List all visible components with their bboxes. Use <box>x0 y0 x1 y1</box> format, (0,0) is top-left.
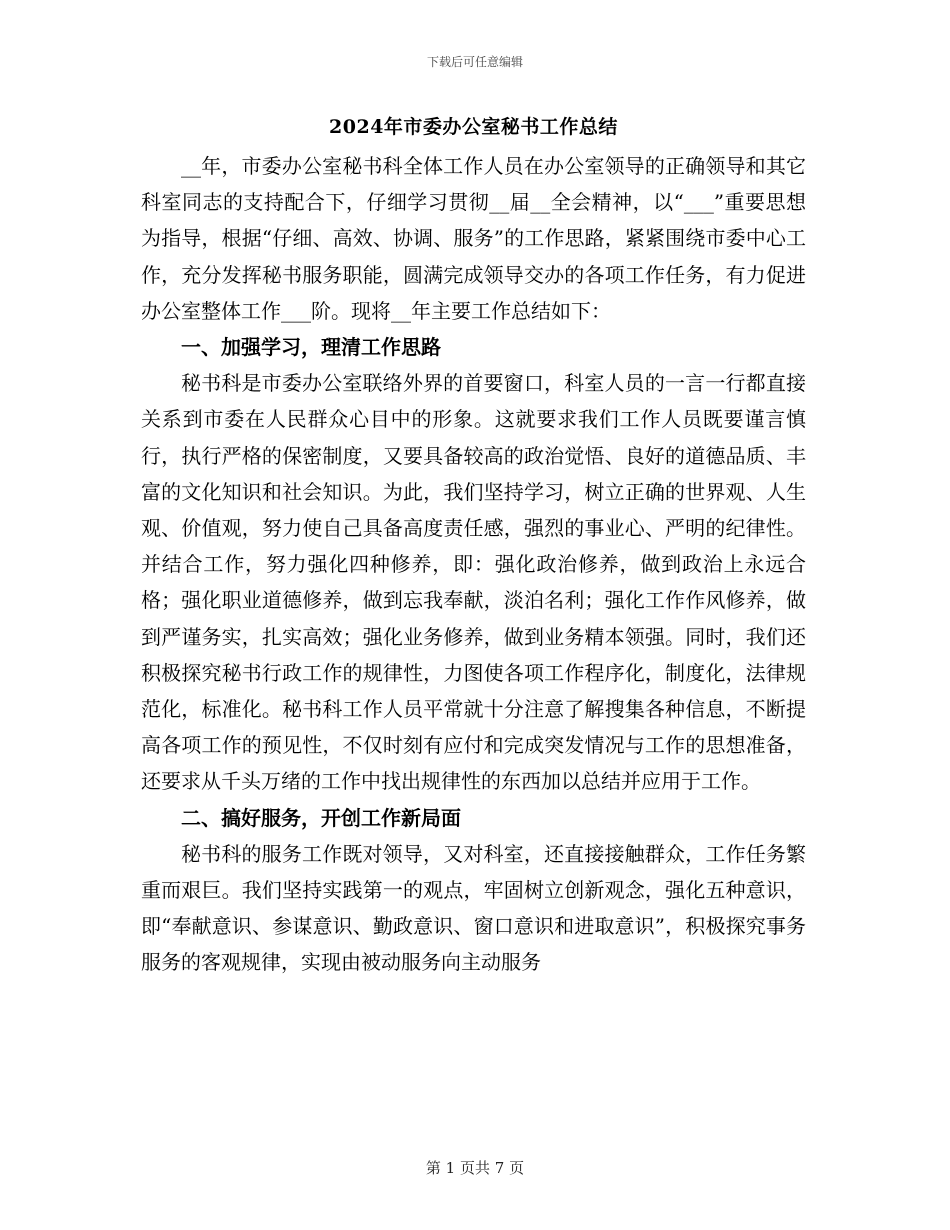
section-heading-1: 一、加强学习，理清工作思路 <box>181 335 441 360</box>
document-title: 2024年市委办公室秘书工作总结 <box>329 116 618 138</box>
intro-paragraph: __年，市委办公室秘书科全体工作人员在办公室领导的正确领导和其它科室同志的支持配合下，仔细学习贯彻__届__全会精神，以“___”重要思想为指导，根据“仔细、高效、协调、服务”的工作思路，紧紧围绕市委中心工作，充分发挥秘书服务职能，圆满完成领导交办的各项工作任务，有力促进办公室整体工作___阶。现将__年主要工作总结如下： <box>141 154 806 323</box>
document-body <box>141 112 806 981</box>
section-body-2: 秘书科的服务工作既对领导，又对科室，还直接接触群众，工作任务繁重而艰巨。我们坚持实践第一的观点，牢固树立创新观念，强化五种意识，即“奉献意识、参谋意识、勤政意识、窗口意识和进取意识”，积极探究事务服务的客观规律，实现由被动服务向主动服务 <box>141 841 806 975</box>
page-number: 第 1 页共 7 页 <box>425 1159 525 1177</box>
page-header-note: 下载后可任意编辑 <box>426 55 523 69</box>
section-heading-2: 二、搞好服务，开创工作新局面 <box>181 805 461 830</box>
section-body-1: 秘书科是市委办公室联络外界的首要窗口，科室人员的一言一行都直接关系到市委在人民群众心目中的形象。这就要求我们工作人员既要谨言慎行，执行严格的保密制度，又要具备较高的政治觉悟、良好的道德品质、丰富的文化知识和社会知识。为此，我们坚持学习，树立正确的世界观、人生观、价值观，努力使自己具备高度责任感，强烈的事业心、严明的纪律性。并结合工作，努力强化四种修养，即：强化政治修养，做到政治上永远合格；强化职业道德修养，做到忘我奉献，淡泊名利；强化工作作风修养，做到严谨务实，扎实高效；强化业务修养，做到业务精本领强。同时，我们还积极探究秘书行政工作的规律性，力图使各项工作程序化，制度化，法律规范化，标准化。秘书科工作人员平常就十分注意了解搜集各种信息，不断提高各项工作的预见性，不仅时刻有应付和完成突发情况与工作的思想准备，还要求从千头万绪的工作中找出规律性的东西加以总结并应用于工作。 <box>141 371 806 794</box>
